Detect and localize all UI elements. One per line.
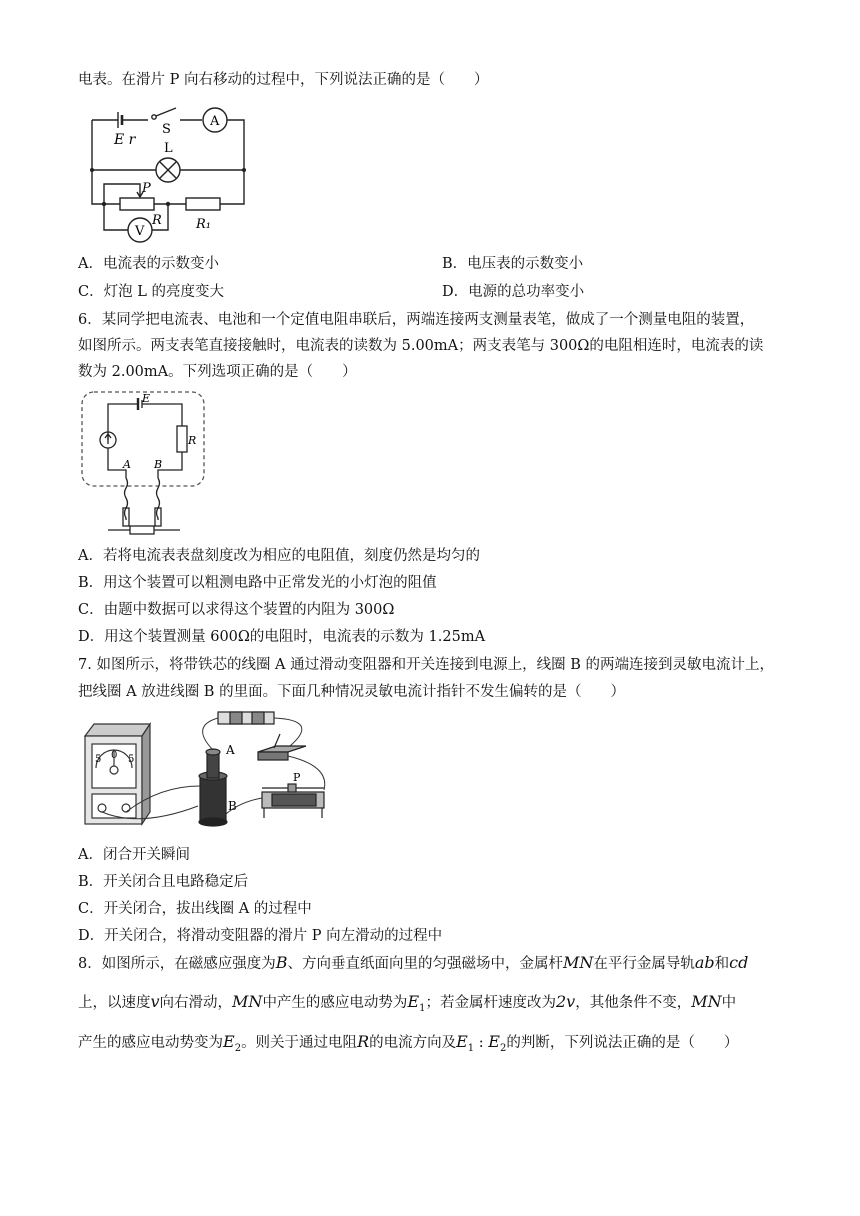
q7-fig-label-coil-b: B — [228, 799, 237, 813]
q5-stem: 电表。在滑片 P 向右移动的过程中，下列说法正确的是（ ） — [78, 72, 489, 88]
q8-stem-line-1: 8．如图所示，在磁感应强度为B、方向垂直纸面向里的匀强磁场中，金属杆MN在平行金属导轨ab和cd — [78, 953, 749, 972]
q6-ohmmeter-figure — [80, 390, 210, 540]
q6-fig-label-probe-a: A — [123, 458, 131, 471]
q7-option-d: D．开关闭合，将滑动变阻器的滑片 P 向左滑动的过程中 — [78, 928, 443, 944]
q7-fig-label-coil-a: A — [226, 743, 235, 757]
q6-option-a: A．若将电流表表盘刻度改为相应的电阻值，刻度仍然是均匀的 — [78, 548, 480, 564]
q5-fig-label-resistor: R₁ — [196, 217, 211, 232]
q7-fig-label-slider: P — [293, 771, 301, 784]
q5-fig-label-source: E r — [114, 132, 136, 148]
q6-fig-label-battery: E — [142, 392, 151, 405]
q7-fig-scale-left: 5 — [95, 754, 102, 765]
q5-circuit-figure — [84, 100, 259, 250]
q6-stem-line-3: 数为 2.00mA。下列选项正确的是（ ） — [78, 364, 357, 380]
q5-option-b: B．电压表的示数变小 — [442, 256, 584, 272]
q6-stem-line-1: 6．某同学把电流表、电池和一个定值电阻串联后，两端连接两支测量表笔，做成了一个测量电阻的装置， — [78, 312, 755, 328]
q5-fig-label-switch: S — [162, 122, 171, 137]
q7-option-c: C．开关闭合，拔出线圈 A 的过程中 — [78, 901, 312, 917]
q5-fig-label-rheostat: R — [152, 213, 162, 228]
q7-fig-scale-right: 5 — [128, 754, 135, 765]
q8-stem-line-2: 上，以速度v向右滑动，MN中产生的感应电动势为$E_1$；若金属杆速度改为2v，其他条件不变，MN中 — [78, 992, 737, 1014]
q5-fig-label-slider: P — [142, 181, 151, 196]
q5-option-c: C．灯泡 L 的亮度变大 — [78, 284, 224, 300]
q5-fig-label-lamp: L — [164, 141, 173, 156]
q7-fig-scale-mid: 0 — [111, 750, 118, 761]
q6-fig-label-probe-b: B — [154, 458, 163, 471]
q7-option-a: A．闭合开关瞬间 — [78, 847, 190, 863]
q6-option-d: D．用这个装置测量 600Ω的电阻时，电流表的示数为 1.25mA — [78, 629, 486, 645]
q6-option-c: C．由题中数据可以求得这个装置的内阻为 300Ω — [78, 602, 395, 618]
q6-fig-label-resistor: R — [188, 434, 197, 447]
q8-stem-line-3: 产生的感应电动势变为$E_2$。则关于通过电阻R的电流方向及$E_1$ : $E_2$的判断，下列说法正确的是（ ） — [78, 1032, 739, 1054]
q5-fig-label-ammeter: A — [210, 114, 220, 129]
q7-option-b: B．开关闭合且电路稳定后 — [78, 874, 249, 890]
q7-stem-line-2: 把线圈 A 放进线圈 B 的里面。下面几种情况灵敏电流计指针不发生偏转的是（ ） — [78, 684, 626, 700]
q7-stem-line-1: 7. 如图所示，将带铁芯的线圈 A 通过滑动变阻器和开关连接到电源上，线圈 B 的两端连接到灵敏电流计上， — [78, 657, 775, 673]
q6-stem-line-2: 如图所示。两支表笔直接接触时，电流表的读数为 5.00mA；两支表笔与 300Ω的电阻相连时，电流表的读 — [78, 338, 764, 354]
q5-option-a: A．电流表的示数变小 — [78, 256, 219, 272]
q6-option-b: B．用这个装置可以粗测电路中正常发光的小灯泡的阻值 — [78, 575, 437, 591]
q7-induction-apparatus-figure — [80, 706, 350, 834]
q5-fig-label-voltmeter: V — [135, 224, 145, 239]
q5-option-d: D．电源的总功率变小 — [442, 284, 585, 300]
